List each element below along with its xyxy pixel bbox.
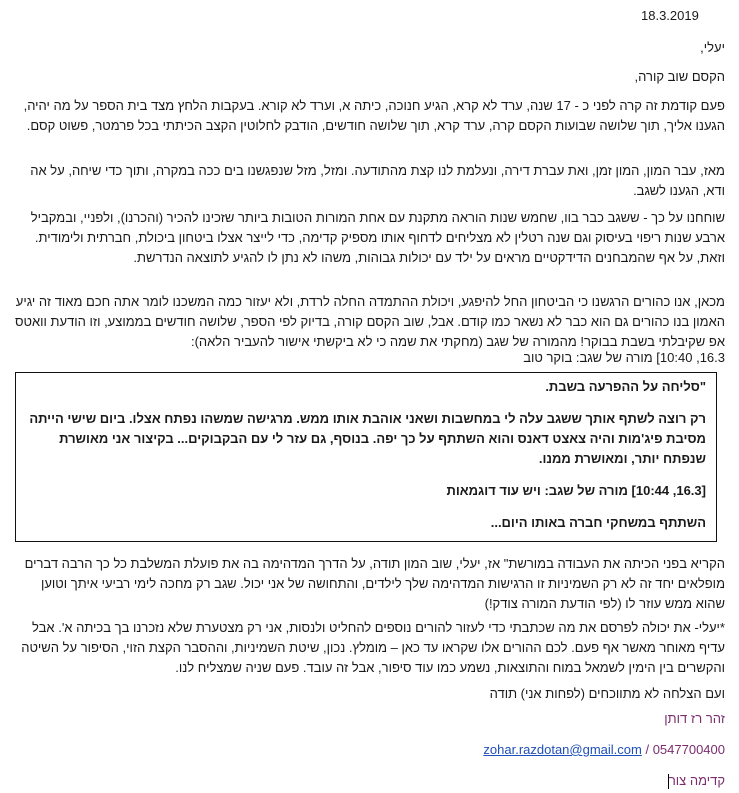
closing-paragraph-1: הקריא בפני הכיתה את העבודה במורשת" אז, יעלי, שוב המון תודה, על הדרך המדהימה בה את פועלת המשלבת כל כך הרבה דברים מופלאים יחד זה לא רק השמיניות זו הרגישות המדהימה שלך לילדים, והתחושה של אני יכול. שגב רק מחכה לימי רביעי איתך וטוען שהוא ממש עוזר לו (לפי הודעת המורה צודק!) [24, 556, 725, 611]
contact-separator: / [641, 742, 653, 757]
signature-name: זהר רז דותן [664, 711, 725, 726]
paragraph-3: שוחחנו על כך - ששגב כבר בוו, שחמש שנות הוראה מתקנת עם אחת המורות הטובות ביותר שזכינו להכיר (והכרנו), ולפניי, ובמקביל ארבע שנות ריפוי בעיסוק וגם שנה רטלין לא מצליחים לדחוף אותו מספיק קדימה, כדי לייצר אצלו ביטחון ביכולת, חברתית ולימודית. וזאת, על אף שהמבחנים הדידקטיים מראים על ילד עם יכולות גבוהות, משהו לא נתן לו להגיע לתוצאה הנדרשת. [30, 210, 725, 265]
phone-number: 0547700400 [652, 742, 725, 757]
letter-date: 18.3.2019 [641, 8, 699, 23]
quote-line-2: רק רוצה לשתף אותך ששגב עלה לי במחשבות ושאני אוהבת אותו ממש. מרגישה שמשהו נפתח אצלו. ביום שישי הייתה מסיבת פיג'מות והיה צאצט דאנס והוא השתתף על כך יפה. בנוסף, גם עזר לי עם הבקבוקים... בקיצור אני מאושרת שנפתח יותר, ומאושרת ממנו. [29, 411, 706, 466]
email-link[interactable]: zohar.razdotan@gmail.com [483, 742, 642, 757]
quote-line-1: "סליחה על ההפרעה בשבת. [545, 379, 706, 394]
paragraph-4: מכאן, אנו כהורים הרגשנו כי הביטחון החל להיפגע, ויכולת ההתמדה החלה לרדת, ולא יעזור כמה המשכנו לומר אתה חכם מאוד זה יגיע האמון בנו כהורים גם הוא כבר לא נשאר כמו קודם. אבל, שוב הקסם קורה, בדיוק לפי הספר, שלושה חודשים בממוצע, וזו הודעת וואטס אפ שקיבלתי בשבת בבוקר! מהמורה של שגב (מחקתי את שמה כי לא ביקשתי אישור להעביר הלאה): [14, 294, 725, 349]
paragraph-1: פעם קודמת זה קרה לפני כ - 17 שנה, ערד לא קרא, הגיע חנוכה, כיתה א, וערד לא קורא. בעקבות הלחץ מצד בית הספר על מה יהיה, הגענו אליך, תוך שלושה שבועות הקסם קרה, ערד קרא, תוך שלושה חודשים, הודבק לחלוטין הקצב הכיתתי בכל פרמטר, פשוט קסם. [23, 98, 725, 133]
paragraph-2: מאז, עבר המון, המון זמן, ואת עברת דירה, ונעלמת לנו קצת מהתודעה. ומזל, מזל שנפגשנו בים ככה במקרה, ותוך כדי שיחה, על אה ודא, הגענו לשגב. [30, 163, 725, 198]
signature-prefix-text: קדימה צור [668, 773, 725, 788]
quote-line-4: השתתף במשחקי חברה באותו היום... [490, 515, 706, 530]
closing-paragraph-2: *יעלי- את יכולה לפרסם את מה שכתבתי כדי לעזור להורים נוספים להחליט ולנסות, אני רק מצטערת שלא נזכרנו בך בכיתה א'. אבל עדיף מאוחר מאשר אף פעם. לכם ההורים אלו שקראו עד כאן – מומלץ. נכון, שיטת השמיניות, וההסבר הקצת הזוי, הסיפור על השיטה והקשרים בין הימין לשמאל במוח והתוצאות, נשמע כמו עוד סיפור, אבל זה עובד. פעם שניה שמצליח לנו. [21, 620, 725, 675]
quote-line-3: [16.3, 10:44] מורה של שגב: ויש עוד דוגמאות [446, 483, 706, 498]
signature-contact [483, 742, 725, 757]
message-timestamp: 16.3, 10:40] מורה של שגב: בוקר טוב [523, 350, 725, 365]
subject-line: הקסם שוב קורה, [634, 69, 725, 84]
quoted-message-box [15, 372, 717, 542]
signature-prefix [666, 773, 725, 789]
closing-paragraph-3: ועם הצלחה לא מתווכחים (לפחות אני) תודה [489, 686, 725, 701]
greeting: יעלי, [700, 40, 725, 55]
